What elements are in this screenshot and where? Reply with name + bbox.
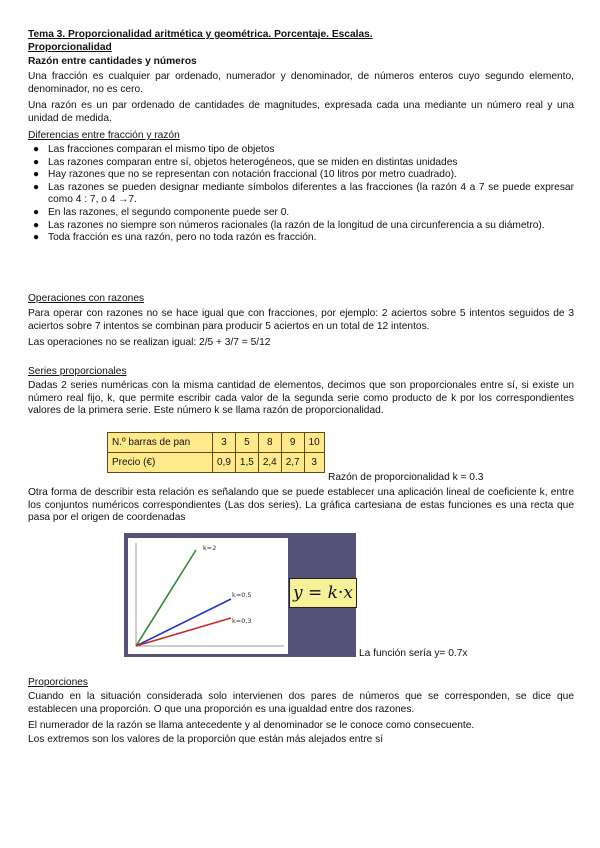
label-k05: k=0,5 [232,591,252,599]
table-cell: 2,7 [281,453,304,473]
table-cell: 1,5 [235,453,258,473]
list-item: ● Las razones se pueden designar mediante símbolos diferentes a las fracciones (la razón 4 a 7 se puede expresar como 4 : 7, o 4 →7. [33,181,574,206]
label-k03: k=0,3 [232,617,252,625]
label-k2: k=2 [203,544,217,552]
bullet-icon: ● [33,219,40,231]
series-heading: Series proporcionales [28,366,127,377]
bullet-icon: ● [33,232,40,244]
subsection-heading: Razón entre cantidades y números [28,56,197,67]
operations-heading: Operaciones con razones [28,293,145,304]
list-item: ● Las razones no siempre son números racionales (la razón de la longitud de una circunferencia a su diámetro). [33,219,545,231]
section-heading: Proporcionalidad [28,42,112,53]
ratio-definition: Una razón es un par ordenado de cantidades de magnitudes, expresada cada una mediante un número real y una unidad de medida. [28,100,574,124]
series-table [107,432,325,473]
graph-plot-area [128,538,288,654]
list-item: ● Toda fracción es una razón, pero no toda razón es fracción. [33,232,317,244]
ratio-caption: Razón de proporcionalidad k = 0.3 [328,472,484,483]
differences-list [28,144,574,245]
table-cell: 8 [258,433,281,453]
table-cell: 3 [213,433,236,453]
table-row-label: Precio (€) [108,453,213,473]
bullet-icon: ● [33,169,40,181]
antecedent-definition: El numerador de la razón se llama antecedente y al denominador se le conoce como consecuente. [28,720,475,731]
bullet-icon: ● [33,156,40,168]
list-item: ● En las razones, el segundo componente puede ser 0. [33,206,290,218]
table-cell: 5 [235,433,258,453]
bullet-icon: ● [33,206,40,218]
list-item: ● Las razones comparan entre sí, objetos heterogéneos, que se miden en distintas unidades [33,156,458,168]
extremes-definition: Los extremos son los valores de la proporción que están más alejados entre sí [28,734,384,745]
table-cell: 2,4 [258,453,281,473]
table-cell: 10 [304,433,324,453]
table-row [108,453,325,473]
function-caption: La función sería y= 0.7x [359,648,468,659]
bullet-icon: ● [33,181,40,193]
table-cell: 3 [304,453,324,473]
fraction-definition: Una fracción es cualquier par ordenado, numerador y denominador, de números enteros cuyo segundo elemento, denominador, no es cero. [28,71,574,95]
operations-formula: Las operaciones no se realizan igual: 2/5 + 3/7 = 5/12 [28,337,271,348]
differences-heading: Diferencias entre fracción y razón [28,130,180,141]
linear-application-text: Otra forma de describir esta relación es señalando que se puede establecer una aplicación lineal de coeficiente k, entre los conjuntos numéricos correspondientes (Las dos series). La gráfica cartesiana de estas funciones es una recta que pasa por el origen de coordenadas [28,487,574,524]
bullet-icon: ● [33,144,40,155]
linear-formula: y = k·x [289,578,357,608]
table-cell: 9 [281,433,304,453]
series-definition: Dadas 2 series numéricas con la misma cantidad de elementos, decimos que son proporcionales entre sí, si existe un número real fijo, k, que permite escribir cada valor de la segunda serie como producto de k por los correspondientes valores de la primera serie. Este número k se llama razón de proporcionalidad. [28,380,574,417]
operations-example: Para operar con razones no se hace igual que con fracciones, por ejemplo: 2 aciertos sobre 5 intentos seguidos de 3 aciertos sobre 7 intentos se combinan para producir 5 aciertos en un total de 12 intentos. [28,308,574,332]
table-row-label: N.º barras de pan [108,433,213,453]
proportion-definition: Cuando en la situación considerada solo intervienen dos pares de números que se corresponden, se dice que establecen una proporción. O que una proporción es una igualdad entre dos razones. [28,691,574,715]
list-item: ● Hay razones que no se representan con notación fraccional (10 litros por metro cuadrado). [33,169,457,181]
document-title: Tema 3. Proporcionalidad aritmética y geométrica. Porcentaje. Escalas. [28,29,373,40]
proportions-heading: Proporciones [28,677,89,688]
list-item: ● Las fracciones comparan el mismo tipo de objetos [33,144,275,155]
table-row [108,433,325,453]
table-cell: 0,9 [213,453,236,473]
